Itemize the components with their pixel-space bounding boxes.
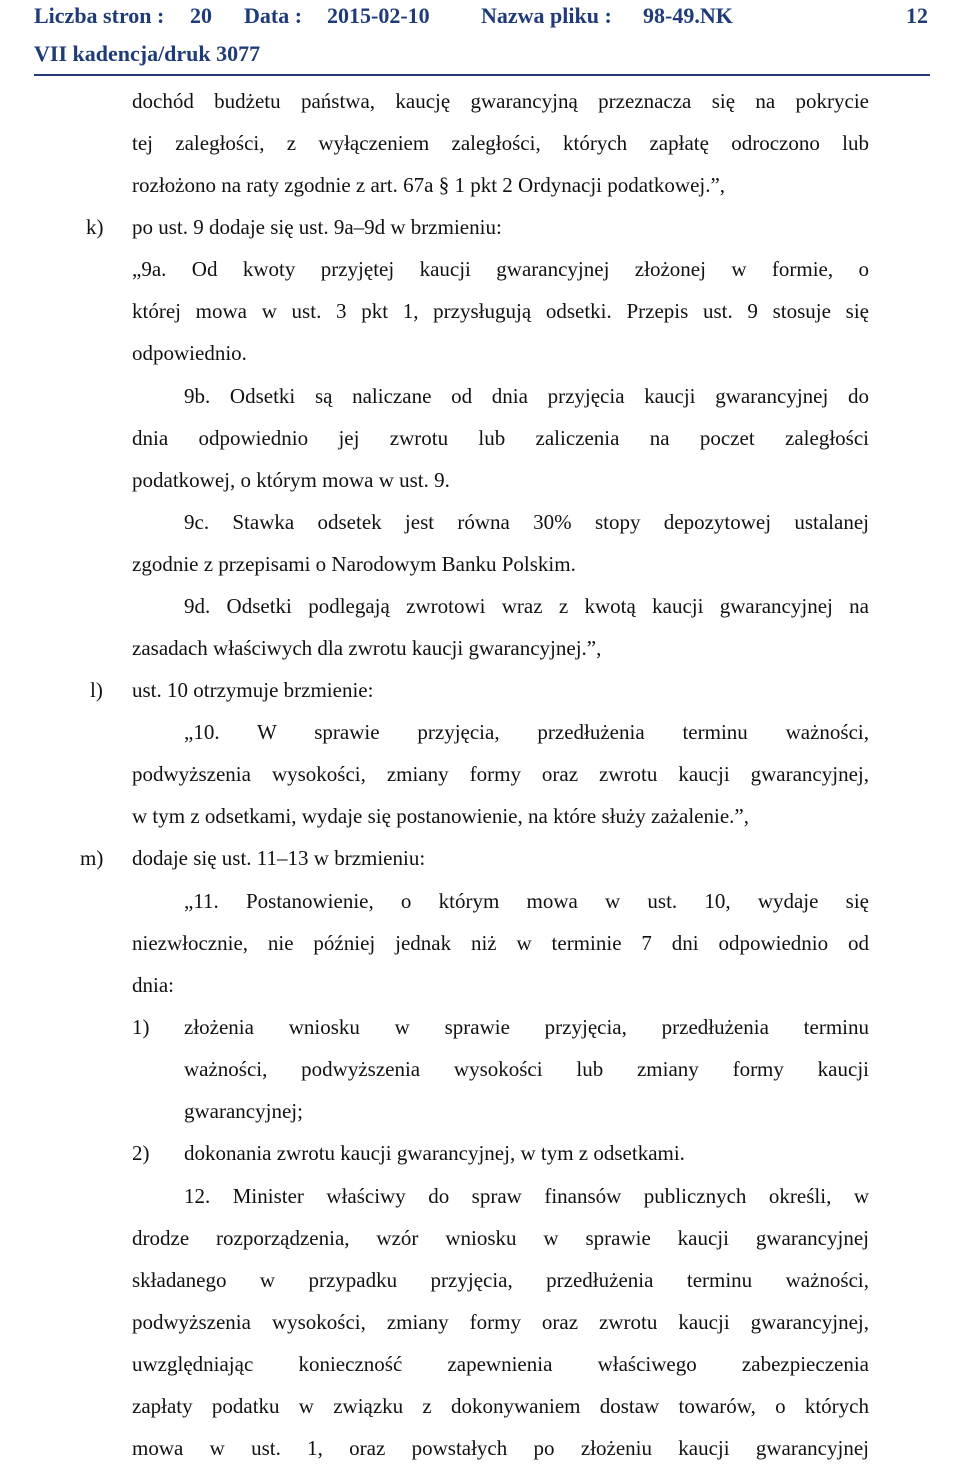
filename-value: 98-49.NK (643, 3, 733, 28)
list-marker-k: k) (86, 215, 104, 239)
print-number: VII kadencja/druk 3077 (34, 41, 261, 66)
paragraph-12-line: 12. Minister właściwy do spraw finansów publicznych określi, w (184, 1184, 869, 1208)
list-item-1-line: ważności, podwyższenia wysokości lub zmiany formy kaucji (184, 1057, 869, 1081)
date-value: 2015-02-10 (327, 3, 430, 28)
paragraph-9a-line: odpowiednio. (132, 341, 247, 365)
date-label: Data : (244, 3, 303, 28)
paragraph-12-line: zapłaty podatku w związku z dokonywaniem dostaw towarów, o których (132, 1394, 869, 1418)
paragraph-9b-line: 9b. Odsetki są naliczane od dnia przyjęcia kaucji gwarancyjnej do (184, 384, 869, 408)
page-number: 12 (906, 3, 928, 28)
paragraph-12-line: mowa w ust. 1, oraz powstałych po złożeniu kaucji gwarancyjnej (132, 1436, 869, 1460)
amendment-l: ust. 10 otrzymuje brzmienie: (132, 678, 374, 702)
paragraph-9a-line: której mowa w ust. 3 pkt 1, przysługują odsetki. Przepis ust. 9 stosuje się (132, 299, 869, 323)
list-item-2-line: dokonania zwrotu kaucji gwarancyjnej, w tym z odsetkami. (184, 1141, 685, 1165)
paragraph-12-line: podwyższenia wysokości, zmiany formy oraz zwrotu kaucji gwarancyjnej, (132, 1310, 869, 1334)
body-line: dochód budżetu państwa, kaucję gwarancyjną przeznacza się na pokrycie (132, 89, 869, 113)
amendment-m: dodaje się ust. 11–13 w brzmieniu: (132, 846, 426, 870)
paragraph-11-line: dnia: (132, 973, 174, 997)
paragraph-9c-line: zgodnie z przepisami o Narodowym Banku Polskim. (132, 552, 576, 576)
paragraph-10-line: w tym z odsetkami, wydaje się postanowienie, na które służy zażalenie.”, (132, 804, 749, 828)
paragraph-9d-line: 9d. Odsetki podlegają zwrotowi wraz z kwotą kaucji gwarancyjnej na (184, 594, 869, 618)
paragraph-11-line: niezwłocznie, nie później jednak niż w terminie 7 dni odpowiednio od (132, 931, 869, 955)
page-count-value: 20 (190, 3, 212, 28)
paragraph-9b-line: podatkowej, o którym mowa w ust. 9. (132, 468, 450, 492)
list-marker-m: m) (80, 846, 104, 870)
list-marker-l: l) (90, 678, 103, 702)
paragraph-9d-line: zasadach właściwych dla zwrotu kaucji gwarancyjnej.”, (132, 636, 602, 660)
paragraph-12-line: składanego w przypadku przyjęcia, przedłużenia terminu ważności, (132, 1268, 869, 1292)
amendment-k: po ust. 9 dodaje się ust. 9a–9d w brzmieniu: (132, 215, 502, 239)
body-line: rozłożono na raty zgodnie z art. 67a § 1 pkt 2 Ordynacji podatkowej.”, (132, 173, 726, 197)
paragraph-9b-line: dnia odpowiednio jej zwrotu lub zaliczenia na poczet zaległości (132, 426, 869, 450)
list-item-1-line: gwarancyjnej; (184, 1099, 303, 1123)
paragraph-10-line: podwyższenia wysokości, zmiany formy oraz zwrotu kaucji gwarancyjnej, (132, 762, 869, 786)
body-line: tej zaległości, z wyłączeniem zaległości, których zapłatę odroczono lub (132, 131, 869, 155)
list-item-1-line: złożenia wniosku w sprawie przyjęcia, przedłużenia terminu (184, 1015, 869, 1039)
paragraph-12-line: uwzględniając konieczność zapewnienia właściwego zabezpieczenia (132, 1352, 869, 1376)
paragraph-11-line: „11. Postanowienie, o którym mowa w ust. 10, wydaje się (184, 889, 869, 913)
paragraph-12-line: drodze rozporządzenia, wzór wniosku w sprawie kaucji gwarancyjnej (132, 1226, 869, 1250)
list-marker-2: 2) (132, 1141, 150, 1165)
header-divider (34, 74, 930, 76)
filename-label: Nazwa pliku : (481, 3, 612, 28)
paragraph-9c-line: 9c. Stawka odsetek jest równa 30% stopy depozytowej ustalanej (184, 510, 869, 534)
page-count-label: Liczba stron : (34, 3, 165, 28)
list-marker-1: 1) (132, 1015, 150, 1039)
paragraph-10-line: „10. W sprawie przyjęcia, przedłużenia terminu ważności, (184, 720, 869, 744)
paragraph-9a-line: „9a. Od kwoty przyjętej kaucji gwarancyjnej złożonej w formie, o (132, 257, 869, 281)
